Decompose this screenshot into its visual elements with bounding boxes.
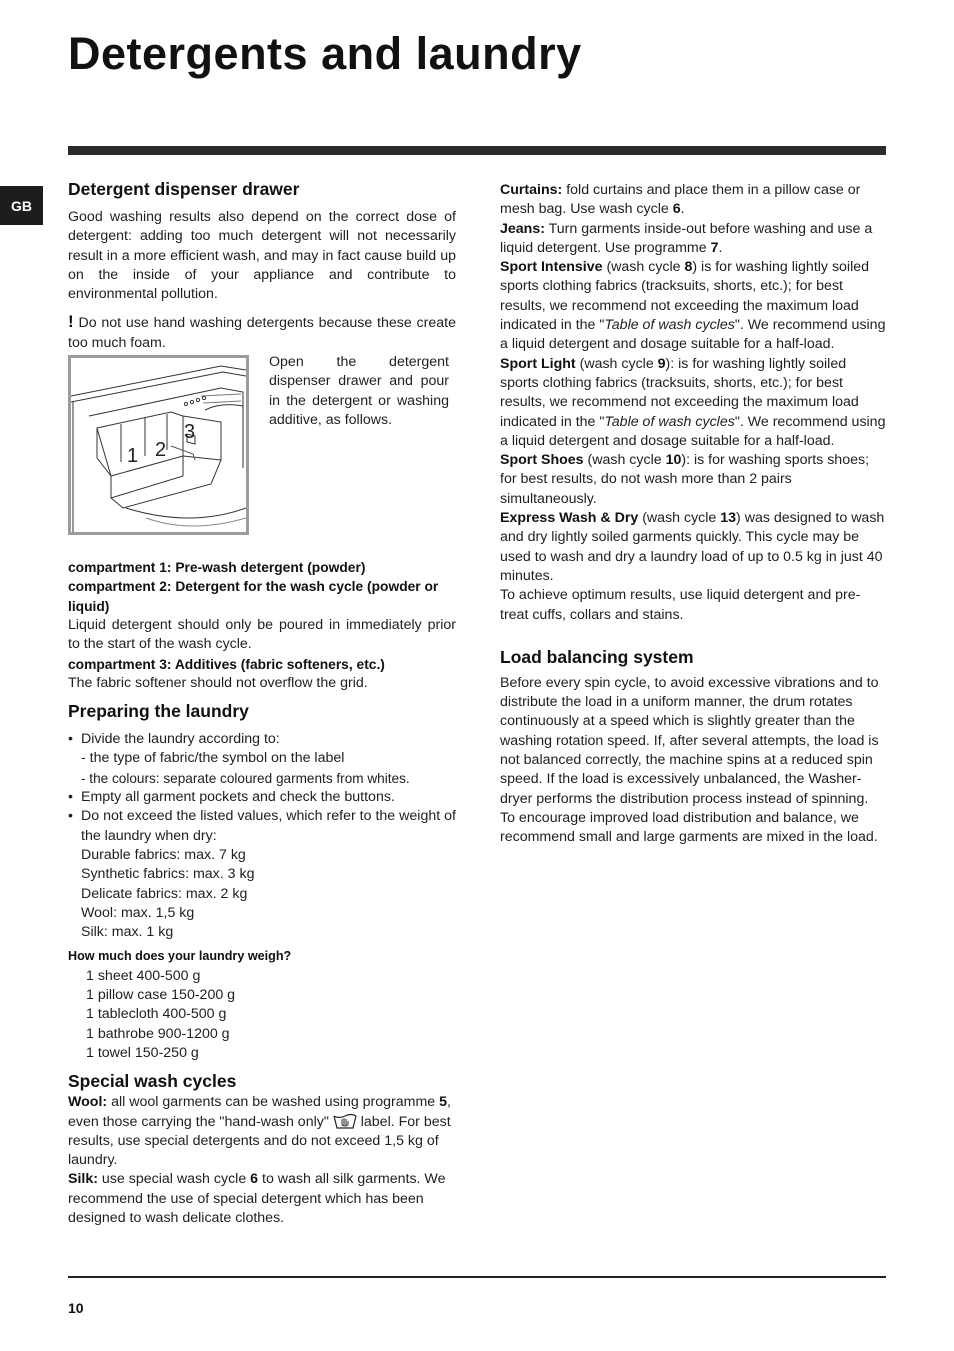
express-text: (wash cycle xyxy=(638,510,721,527)
weigh-heading: How much does your laundry weigh? xyxy=(68,949,292,964)
express-tip: To achieve optimum results, use liquid detergent and pre-treat cuffs, collars and stains. xyxy=(500,587,861,623)
figure-caption xyxy=(249,353,449,558)
warning-icon: ! xyxy=(68,312,74,332)
dispenser-drawer-illustration xyxy=(68,355,249,535)
silk-paragraph xyxy=(68,1170,456,1228)
silk-programme: 6 xyxy=(250,1171,259,1188)
limit-item: Silk: max. 1 kg xyxy=(81,924,174,941)
compartment-3-label: compartment 3: Additives (fabric softeners, etc.) xyxy=(68,656,385,672)
preparing-heading: Preparing the laundry xyxy=(68,701,249,722)
weights-list xyxy=(68,967,456,1063)
weight-item: 1 bathrobe 900-1200 g xyxy=(86,1025,230,1042)
silk-label: Silk: xyxy=(68,1171,98,1188)
jeans-text: Turn garments inside-out before washing and use a liquid detergent. Use programme xyxy=(500,220,873,256)
jeans-text: . xyxy=(718,239,723,256)
page-title: Detergents and laundry xyxy=(68,28,582,79)
compartment-label-3: 3 xyxy=(184,421,196,444)
footer-rule xyxy=(68,1276,886,1278)
sport-light-text: ): is for washing lightly soiled sports clothing fabrics (tracksuits, shorts, etc.); for best results, we recommend not exceeding the maximum load indicated in the " xyxy=(500,355,859,430)
sport-shoes-cycle: 10 xyxy=(665,452,682,469)
jeans-programme: 7 xyxy=(710,239,719,256)
sport-intensive-label: Sport Intensive xyxy=(500,259,603,276)
limit-item: Wool: max. 1,5 kg xyxy=(81,904,195,921)
sport-light-text: (wash cycle xyxy=(575,355,658,372)
language-tab: GB xyxy=(0,186,43,225)
page-number: 10 xyxy=(68,1300,84,1316)
limit-item: Durable fabrics: max. 7 kg xyxy=(81,846,246,863)
curtains-text: fold curtains and place them in a pillow case or mesh bag. Use wash cycle xyxy=(500,182,861,218)
wool-label: Wool: xyxy=(68,1094,108,1111)
header-rule xyxy=(68,146,886,155)
weight-item: 1 tablecloth 400-500 g xyxy=(86,1006,227,1023)
balancing-text: Before every spin cycle, to avoid excessive vibrations and to distribute the load in a uniform manner, the drum rotates continuously at a speed which is slightly greater than the washing rotation speed. If, after several attempts, the load is not balanced correctly, the machine spins at a reduced spin speed. If the load is excessively unbalanced, the Washer-dryer performs the distribution process instead of spinning. To encourage improved load distribution and balance, we recommend small and large garments are mixed in the load. xyxy=(500,674,879,846)
curtains-label: Curtains: xyxy=(500,182,563,198)
right-column xyxy=(500,181,886,848)
curtains-programme: 6 xyxy=(672,201,681,218)
sport-light-text: ". We recommend using a liquid detergent and dosage suitable for a half-load. xyxy=(500,413,886,449)
warning-text: Do not use hand washing detergents because these create too much foam. xyxy=(68,315,456,351)
curtains-paragraph xyxy=(500,181,886,220)
compartment-3-note: The fabric softener should not overflow the grid. xyxy=(68,674,368,691)
sport-intensive-cycle: 8 xyxy=(684,259,693,276)
silk-text: to wash all silk garments. We recommend the use of special detergent which has been designed to wash delicate clothes. xyxy=(68,1171,446,1226)
sport-intensive-paragraph xyxy=(500,258,886,354)
left-column xyxy=(68,177,456,1228)
list-item xyxy=(68,807,456,942)
weight-item: 1 sheet 400-500 g xyxy=(86,967,201,984)
compartment-label-1: 1 xyxy=(127,445,139,468)
express-cycle: 13 xyxy=(720,510,737,527)
silk-text: use special wash cycle xyxy=(97,1171,251,1188)
limit-item: Synthetic fabrics: max. 3 kg xyxy=(81,866,255,883)
balancing-heading: Load balancing system xyxy=(500,646,694,667)
sport-intensive-text: (wash cycle xyxy=(602,259,685,276)
sport-shoes-text: (wash cycle xyxy=(583,452,666,469)
dispenser-figure-row xyxy=(68,353,456,558)
bullet-pockets: Empty all garment pockets and check the buttons. xyxy=(81,789,395,806)
compartment-1-label: compartment 1: Pre-wash detergent (powder) xyxy=(68,560,366,576)
sport-intensive-text: ". We recommend using a liquid detergent and dosage suitable for a half-load. xyxy=(500,317,886,353)
wool-programme: 5 xyxy=(439,1094,448,1111)
sport-intensive-text: ) is for washing lightly soiled sports clothing fabrics (tracksuits, shorts, etc.); for best results, we recommend not exceeding the maximum load indicated in the " xyxy=(500,259,870,334)
sub-item-fabric: - the type of fabric/the symbol on the label xyxy=(81,750,345,767)
wool-text: , even those carrying the "hand-wash only" xyxy=(68,1094,451,1130)
bullet-divide: Divide the laundry according to: xyxy=(81,731,280,748)
sport-shoes-label: Sport Shoes xyxy=(500,452,584,469)
compartment-label-2: 2 xyxy=(155,439,167,462)
weight-item: 1 pillow case 150-200 g xyxy=(86,987,236,1004)
dispenser-heading: Detergent dispenser drawer xyxy=(68,179,300,199)
list-item xyxy=(68,730,456,788)
wool-text: all wool garments can be washed using programme xyxy=(107,1094,440,1111)
limit-item: Delicate fabrics: max. 2 kg xyxy=(81,885,248,902)
table-reference: Table of wash cycles xyxy=(604,317,735,334)
wool-text: label. For best results, use special detergents and do not exceed 1,5 kg of laundry. xyxy=(68,1113,451,1169)
dispenser-warning xyxy=(68,312,456,353)
sport-light-paragraph xyxy=(500,355,886,451)
sport-light-label: Sport Light xyxy=(500,355,576,372)
sport-shoes-text: ): is for washing sports shoes; for best results, do not wash more than 2 pairs simultaneously. xyxy=(500,452,870,507)
list-item xyxy=(68,788,456,807)
sport-shoes-paragraph xyxy=(500,451,886,509)
figure-caption-text: Open the detergent dispenser drawer and pour in the detergent or washing additive, as follows. xyxy=(269,354,449,428)
dispenser-intro: Good washing results also depend on the correct dose of detergent: adding too much detergent will not necessarily result in a more efficient wash, and may in fact cause build up on the inside of your appliance and contribute to environmental pollution. xyxy=(68,209,456,303)
preparing-list xyxy=(68,730,456,942)
bullet-weight-limits: Do not exceed the listed values, which refer to the weight of the laundry when dry: xyxy=(81,808,456,844)
express-label: Express Wash & Dry xyxy=(500,510,639,527)
weight-item: 1 towel 150-250 g xyxy=(86,1044,199,1061)
jeans-label: Jeans: xyxy=(500,220,545,237)
express-text: ) was designed to wash and dry lightly soiled garments quickly. This cycle may be used to wash and dry a laundry load of up to 0.5 kg in just 40 minutes. xyxy=(500,510,885,584)
special-heading: Special wash cycles xyxy=(68,1071,237,1092)
express-paragraph xyxy=(500,509,886,586)
sport-light-cycle: 9 xyxy=(657,355,666,372)
table-reference: Table of wash cycles xyxy=(604,413,735,430)
curtains-text: . xyxy=(680,201,685,218)
sub-item-colours: - the colours: separate coloured garments from whites. xyxy=(81,770,410,786)
hand-wash-icon xyxy=(333,1113,357,1129)
compartment-2-note: Liquid detergent should only be poured in immediately prior to the start of the wash cycle. xyxy=(68,616,456,653)
compartment-2-label: compartment 2: Detergent for the wash cycle (powder or liquid) xyxy=(68,579,439,614)
jeans-paragraph xyxy=(500,220,886,259)
wool-paragraph xyxy=(68,1093,456,1170)
